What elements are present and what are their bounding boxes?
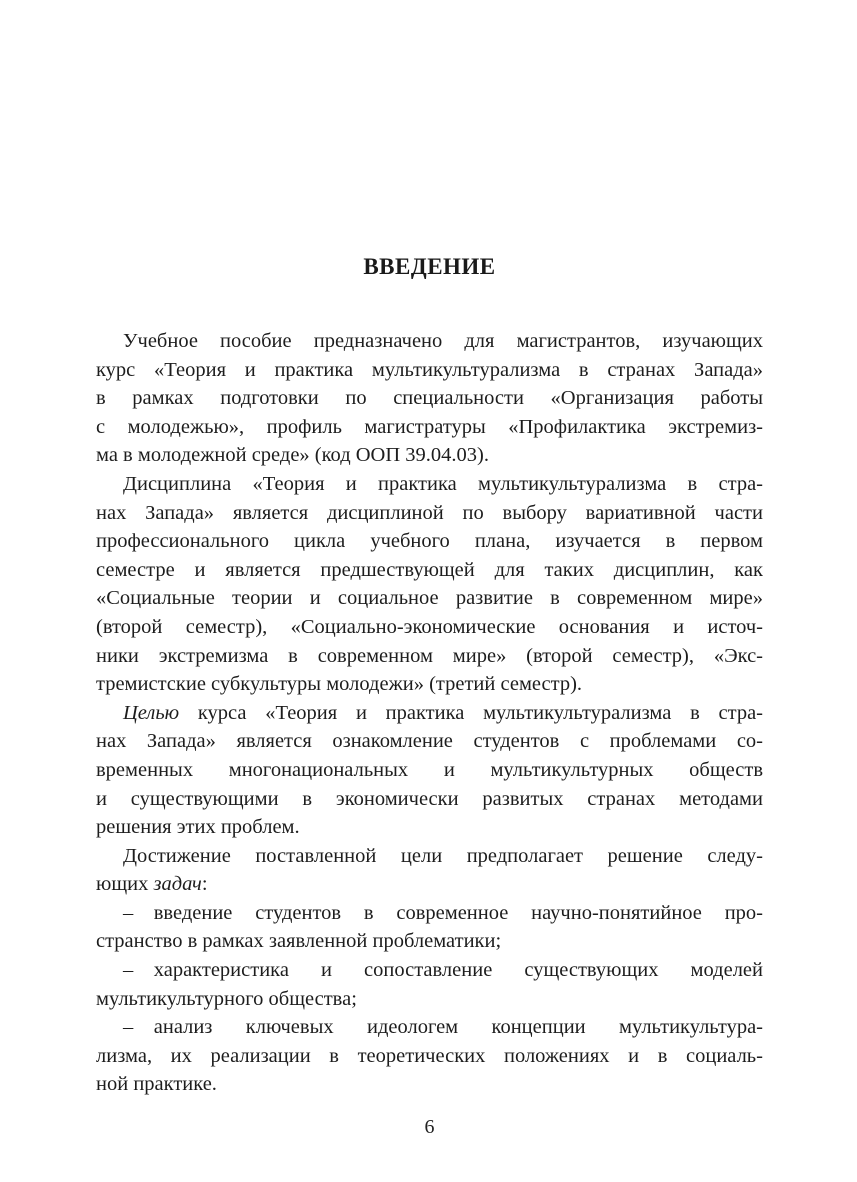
- text-run: ной практике.: [96, 1073, 217, 1096]
- text-line: [96, 556, 763, 585]
- text-line: [96, 327, 763, 356]
- paragraph: [96, 842, 763, 899]
- text-run: мультикультурного общества;: [96, 987, 357, 1010]
- text-line: [96, 1070, 763, 1099]
- text-line: [96, 1013, 763, 1042]
- text-line: [96, 785, 763, 814]
- text-run: семестре и является предшествующей для таких дисциплин, как: [96, 558, 763, 581]
- body-text: [96, 327, 763, 1099]
- text-run: нах Запада» является дисциплиной по выбору вариативной части: [96, 501, 763, 524]
- page-number: 6: [424, 1116, 435, 1138]
- text-line: [96, 956, 763, 985]
- text-run: ма в молодежной среде» (код ООП 39.04.03).: [96, 444, 489, 467]
- paragraph: [96, 899, 763, 956]
- text-run: – характеристика и сопоставление существующих моделей: [123, 959, 763, 982]
- text-run: «Социальные теории и социальное развитие в современном мире»: [96, 587, 763, 610]
- text-line: [96, 899, 763, 928]
- paragraph: [96, 327, 763, 470]
- text-run: ники экстремизма в современном мире» (второй семестр), «Экс-: [96, 644, 763, 667]
- text-run: курс «Теория и практика мультикультурализма в странах Запада»: [96, 358, 763, 381]
- text-line: [96, 642, 763, 671]
- text-run: временных многонациональных и мультикультурных обществ: [96, 758, 763, 781]
- text-line: [96, 699, 763, 728]
- text-line: [96, 1042, 763, 1071]
- text-line: [96, 927, 763, 956]
- text-run: с молодежью», профиль магистратуры «Профилактика экстремиз-: [96, 415, 763, 438]
- text-run: странство в рамках заявленной проблематики;: [96, 930, 502, 953]
- text-line: [96, 527, 763, 556]
- text-line: [96, 670, 763, 699]
- paragraph: [96, 1013, 763, 1099]
- text-line: [96, 727, 763, 756]
- text-run: и существующими в экономически развитых странах методами: [96, 787, 763, 810]
- text-run: тремистские субкультуры молодежи» (третий семестр).: [96, 673, 583, 696]
- text-run: Достижение поставленной цели предполагает решение следу-: [123, 844, 763, 867]
- italic-text-run: задач: [153, 873, 202, 896]
- text-run: (второй семестр), «Социально-экономические основания и источ-: [96, 615, 763, 638]
- text-run: Дисциплина «Теория и практика мультикультурализма в стра-: [123, 472, 763, 495]
- paragraph: [96, 470, 763, 699]
- paragraph: [96, 956, 763, 1013]
- text-run: ющих: [96, 873, 154, 896]
- text-line: [96, 813, 763, 842]
- text-line: [96, 384, 763, 413]
- chapter-title: ВВЕДЕНИЕ: [363, 254, 496, 279]
- text-run: решения этих проблем.: [96, 816, 300, 839]
- text-run: профессионального цикла учебного плана, изучается в первом: [96, 530, 763, 553]
- text-line: [96, 470, 763, 499]
- italic-text-run: Целью: [123, 701, 180, 724]
- text-run: в рамках подготовки по специальности «Организация работы: [96, 387, 763, 410]
- text-run: :: [201, 873, 208, 896]
- text-run: Учебное пособие предназначено для магистрантов, изучающих: [123, 330, 763, 352]
- text-run: – анализ ключевых идеологем концепции мультикультура-: [123, 1016, 763, 1039]
- text-line: [96, 499, 763, 528]
- text-run: – введение студентов в современное научно-понятийное про-: [123, 901, 763, 924]
- paragraph: [96, 699, 763, 842]
- text-line: [96, 842, 763, 871]
- text-line: [96, 356, 763, 385]
- text-line: [96, 985, 763, 1014]
- text-run: нах Запада» является ознакомление студентов с проблемами со-: [96, 730, 763, 753]
- text-run: курса «Теория и практика мультикультурализма в стра-: [179, 701, 763, 724]
- text-line: [96, 413, 763, 442]
- text-line: [96, 870, 763, 899]
- text-line: [96, 756, 763, 785]
- text-line: [96, 584, 763, 613]
- text-run: лизма, их реализации в теоретических положениях и в социаль-: [96, 1044, 763, 1067]
- text-line: [96, 441, 763, 470]
- text-line: [96, 613, 763, 642]
